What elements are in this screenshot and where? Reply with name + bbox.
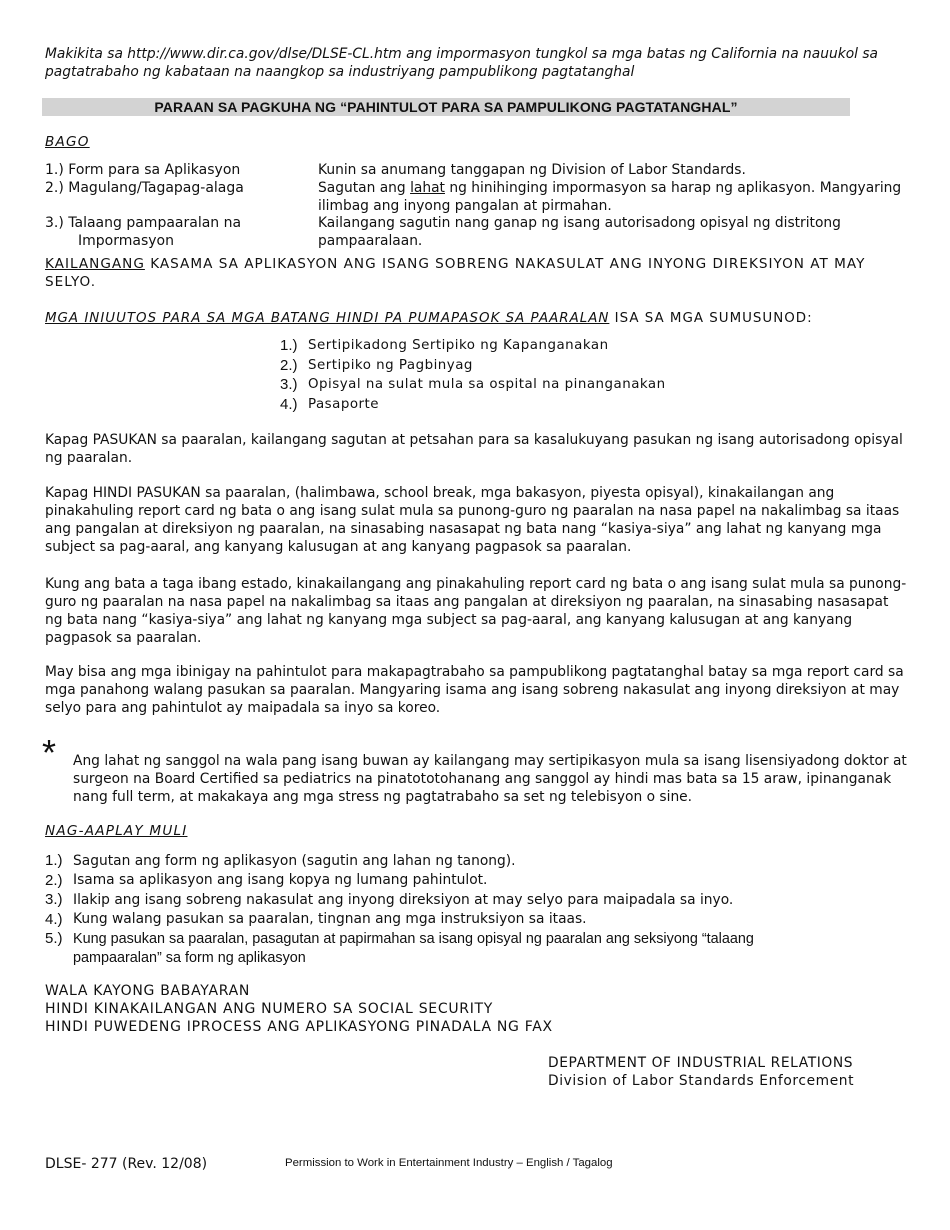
section-heading-new: BAGO [45, 134, 90, 150]
list-item: 4.) Pasaporte [280, 395, 380, 413]
new-row-1-desc: Kunin sa anumang tanggapan ng Division of Labor Standards. [318, 162, 746, 178]
asterisk-symbol: * [42, 732, 57, 773]
notices [45, 982, 553, 1036]
list-item: 4.) Kung walang pasukan sa paaralan, tingnan ang mga instruksiyon sa itaas. [45, 910, 587, 928]
required-envelope-notice: KAILANGANG KASAMA SA APLIKASYON ANG ISANG SOBRENG NAKASULAT ANG INYONG DIREKSIYON AT MAY SELYO. [45, 256, 866, 290]
list-item: 5.) Kung pasukan sa paaralan, pasagutan at papirmahan sa isang opisyal ng paaralan ang seksiyong “talaang [45, 930, 754, 948]
list-item: 3.) Ilakip ang isang sobreng nakasulat ang inyong direksiyon at may selyo para maipadala sa inyo. [45, 891, 734, 909]
section-heading-reapply: NAG-AAPLAY MULI [45, 823, 188, 839]
paragraph-validity: May bisa ang mga ibinigay na pahintulot para makapagtrabaho sa pampublikong pagtatanghal batay sa mga report card sa mga panahong walang pasukan sa paaralan. Mangyaring isama ang isang sobreng nakasulat ang inyong direksiyon at may selyo para ang pahintulot ay maipadala sa inyo sa koreo. [45, 664, 904, 716]
division-name: Division of Labor Standards Enforcement [548, 1073, 855, 1089]
list-item: 1.) Sagutan ang form ng aplikasyon (sagutin ang lahan ng tanong). [45, 852, 516, 870]
paragraph-school-in-session: Kapag PASUKAN sa paaralan, kailangang sagutan at petsahan para sa kasalukuyang pasukan ng isang autorisadong opisyal ng paaralan. [45, 432, 903, 466]
list-item: 1.) Sertipikadong Sertipiko ng Kapanganakan [280, 337, 609, 355]
notice-line: HINDI PUWEDENG IPROCESS ANG APLIKASYONG PINADALA NG FAX [45, 1019, 553, 1035]
list-item: 3.) Opisyal na sulat mula sa ospital na pinanganakan [280, 376, 666, 394]
list-item: 2.) Sertipiko ng Pagbinyag [280, 356, 473, 374]
new-row-2-label: 2.) Magulang/Tagapag-alaga [45, 180, 244, 196]
paragraph-school-not-in-session: Kapag HINDI PASUKAN sa paaralan, (halimbawa, school break, mga bakasyon, piyesta opisyal), kinakailangan ang pinakahuling report card ng bata o ang isang sulat mula sa punong-guro ng paaralan na nasa papel na nakalimbag sa itaas ang pangalan at direksiyon ng paaralan, na sinasabing nasasapat ng bata nang “kasiya-siya” ang lahat ng kanyang mga subject sa pag-aaral, ang kanyang kalusugan at ang kanyang pagpasok sa paaralan. [45, 485, 900, 555]
new-row-2-desc: Sagutan ang lahat ng hinihinging impormasyon sa harap ng aplikasyon. Mangyaring ilimbag ang inyong pangalan at pirmahan. [318, 180, 902, 214]
infant-note: Ang lahat ng sanggol na wala pang isang buwan ay kailangang may sertipikasyon mula sa isang lisensiyadong doktor at surgeon na Board Certified sa pediatrics na pinatototohanang ang sanggol ay hindi mas bata sa 15 araw, ipinanganak nang full term, at makakaya ang mga stress ng pagtatrabaho sa set ng telebisyon o sine. [73, 753, 907, 805]
list-item: 2.) Isama sa aplikasyon ang isang kopya ng lumang pahintulot. [45, 871, 488, 889]
form-title: Permission to Work in Entertainment Industry – English / Tagalog [285, 1157, 613, 1169]
reapply-list [45, 851, 915, 967]
new-row-1-label: 1.) Form para sa Aplikasyon [45, 162, 241, 178]
document-list [280, 336, 666, 414]
not-in-school-heading: MGA INIUUTOS PARA SA MGA BATANG HINDI PA PUMAPASOK SA PAARALAN ISA SA MGA SUMUSUNOD: [45, 311, 813, 326]
underlined-word: lahat [410, 180, 445, 196]
form-code: DLSE- 277 (Rev. 12/08) [45, 1156, 208, 1172]
banner-title: PARAAN SA PAGKUHA NG “PAHINTULOT PARA SA PAMPULIKONG PAGTATANGHAL” [42, 98, 850, 116]
intro-text: Makikita sa http://www.dir.ca.gov/dlse/DLSE-CL.htm ang impormasyon tungkol sa mga batas ng California na nauukol sa pagtatrabaho ng kabataan na naangkop sa industriyang pampublikong pagtatanghal [45, 46, 879, 80]
new-row-3-label: 3.) Talaang pampaaralan na Impormasyon [45, 215, 242, 249]
paragraph-out-of-state: Kung ang bata a taga ibang estado, kinakailangang ang pinakahuling report card ng bata o ang isang sulat mula sa punong-guro ng paaralan na nasa papel na nakalimbag sa itaas ang pangalan at direksiyon ng paaralan, na sinasabing nasasapat ng bata nang “kasiya-siya” ang lahat ng kanyang mga subject sa pag-aaral, ang kanyang kalusugan at ang kanyang pagpasok sa paaralan. [45, 576, 907, 646]
list-item-continuation: pampaaralan” sa form ng aplikasyon [73, 949, 306, 966]
notice-line: HINDI KINAKAILANGAN ANG NUMERO SA SOCIAL SECURITY [45, 1001, 494, 1017]
department-name: DEPARTMENT OF INDUSTRIAL RELATIONS [548, 1055, 854, 1071]
notice-line: WALA KAYONG BABAYARAN [45, 983, 251, 999]
new-row-3-desc: Kailangang sagutin nang ganap ng isang autorisadong opisyal ng distritong pampaaralaan. [318, 215, 841, 249]
department-signature [548, 1054, 854, 1090]
